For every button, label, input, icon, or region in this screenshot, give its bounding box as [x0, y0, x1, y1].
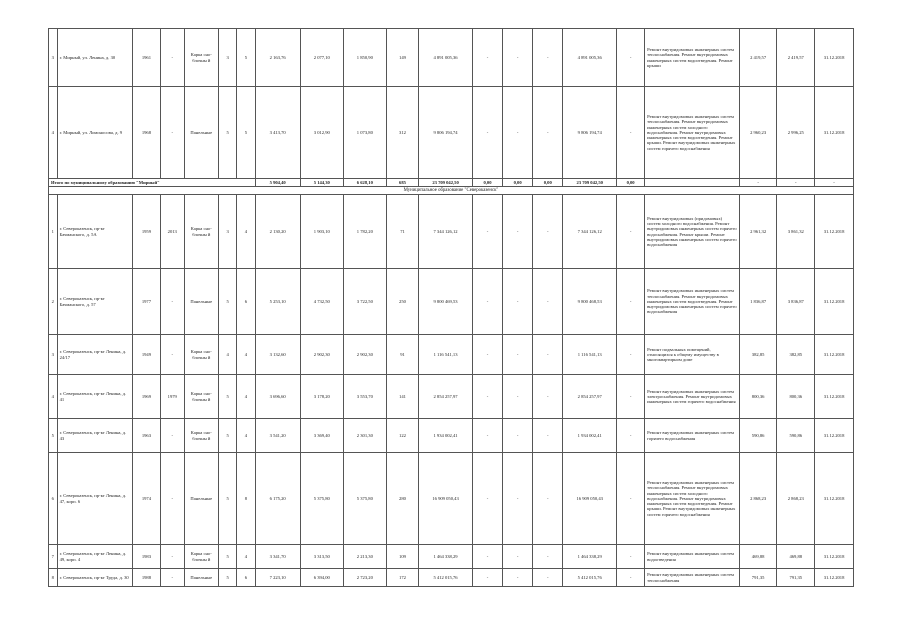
cell-area-priv: 5 375,80 [343, 453, 386, 545]
cell-entr: 4 [237, 545, 255, 569]
cell-unit-cost: 2 868,23 [739, 453, 777, 545]
cell-year2: 1979 [160, 375, 184, 419]
cell-residents: 141 [386, 375, 418, 419]
table-row [49, 335, 854, 375]
cell-c1: - [472, 545, 502, 569]
cell-area-live: 1 903,10 [300, 195, 343, 269]
cell-cost: 2 854 257,97 [419, 375, 473, 419]
cell-material: Карка сно-блочны й [184, 419, 218, 453]
cell-area-total: 3 696,60 [255, 375, 300, 419]
cell-area-total: 6 175,20 [255, 453, 300, 545]
cell-entr: 4 [237, 419, 255, 453]
cell-c3: - [533, 453, 563, 545]
cell-year2: - [160, 29, 184, 87]
cell-works: Ремонт подвальных помещений, относящихся к общему имуществу в многоквартирном доме [645, 335, 740, 375]
cell-unit-cost: 469,88 [739, 545, 777, 569]
total-cost: 23 709 042,50 [419, 179, 473, 187]
cell-date: 31.12.2018 [815, 269, 854, 335]
table-row [49, 375, 854, 419]
cell-year: 1977 [132, 269, 160, 335]
cell-c4: - [617, 269, 645, 335]
cell-date: 31.12.2018 [815, 335, 854, 375]
cell-addr: г. Североказенск, пр-кт Ленина, д. 24/17 [57, 335, 132, 375]
cell-year2: - [160, 453, 184, 545]
cell-area-live: 3 313,50 [300, 545, 343, 569]
table-row [49, 419, 854, 453]
cell-c1: - [472, 569, 502, 587]
cell-date: 31.12.2018 [815, 453, 854, 545]
cell-area-priv: 3 722,50 [343, 269, 386, 335]
cell-c4: - [617, 545, 645, 569]
cell-unit-cost: 590,86 [739, 419, 777, 453]
cell-year: 1949 [132, 335, 160, 375]
cell-max-cost: 469,88 [777, 545, 815, 569]
cell-c3: - [533, 29, 563, 87]
cell-date: 31.12.2018 [815, 569, 854, 587]
cell-c2: - [503, 195, 533, 269]
cell-floors: 3 [219, 29, 237, 87]
cell-year2: - [160, 87, 184, 179]
cell-addr: г. Мирный, ул. Ленина, д. 30 [57, 29, 132, 87]
cell-c3: - [533, 269, 563, 335]
cell-n: 4 [49, 375, 58, 419]
cell-fund: 9 806 194,74 [563, 87, 617, 179]
cell-c4: - [617, 375, 645, 419]
cell-max-cost: 791,35 [777, 569, 815, 587]
cell-year2: - [160, 419, 184, 453]
cell-fund: 7 344 126,12 [563, 195, 617, 269]
cell-c2: - [503, 545, 533, 569]
cell-n: 5 [49, 419, 58, 453]
cell-cost: 16 909 050,43 [419, 453, 473, 545]
cell-material: Карка сно-блочны й [184, 29, 218, 87]
cell-unit-cost: 1 836,87 [739, 269, 777, 335]
cell-addr: г. Мирный, ул. Ломоносова, д. 9 [57, 87, 132, 179]
cell-year2: - [160, 335, 184, 375]
cell-entr: 6 [237, 569, 255, 587]
cell-max-cost: 382,85 [777, 335, 815, 375]
cell-material: Панельные [184, 87, 218, 179]
cell-fund: 1 116 541,13 [563, 335, 617, 375]
cell-fund: 2 854 257,97 [563, 375, 617, 419]
cell-area-live: 4 732,50 [300, 269, 343, 335]
table-row [49, 569, 854, 587]
cell-works: Ремонт внутридомовых инженерных систем горячего водоснабжения [645, 419, 740, 453]
cell-c4: - [617, 569, 645, 587]
cell-entr: 4 [237, 335, 255, 375]
cell-cost: 1 116 541,13 [419, 335, 473, 375]
cell-works: Ремонт внутридомовых инженерных систем теплоснабжения. Ремонт внутридомовых инженерных систем холодного водоснабжения. Ремонт внутридомовых инженерных систем водоотведения. Ремонт крыши. Ремонт внутридомовых инженерных систем горячего водоснабжения [645, 87, 740, 179]
total-area-live: 5 144,30 [300, 179, 343, 187]
cell-c3: - [533, 375, 563, 419]
total-label: Итого по муниципальному образованию "Мирный" [49, 179, 256, 187]
cell-area-priv: 1 073,80 [343, 87, 386, 179]
cell-n: 7 [49, 545, 58, 569]
cell-max-cost: 3 861,32 [777, 195, 815, 269]
cell-area-total: 3 341,70 [255, 545, 300, 569]
cell-floors: 5 [219, 375, 237, 419]
cell-date: 31.12.2018 [815, 545, 854, 569]
cell-year2: - [160, 269, 184, 335]
cell-cost: 9 800 469,53 [419, 269, 473, 335]
cell-floors: 5 [219, 453, 237, 545]
cell-c3: - [533, 545, 563, 569]
cell-c4: - [617, 29, 645, 87]
cell-floors: 4 [219, 335, 237, 375]
cell-max-cost: 2 996,25 [777, 87, 815, 179]
cell-c1: - [472, 87, 502, 179]
cell-area-live: 2 077,10 [300, 29, 343, 87]
cell-works: Ремонт внутридомовых инженерных систем теплоснабжения. Ремонт внутридомовых инженерных систем водоотведения. Ремонт крыши [645, 29, 740, 87]
cell-c1: - [472, 269, 502, 335]
cell-c2: - [503, 29, 533, 87]
total-row [49, 179, 854, 187]
cell-area-priv: 2 301,30 [343, 419, 386, 453]
cell-year2: - [160, 569, 184, 587]
cell-n: 4 [49, 87, 58, 179]
repair-program-table [48, 28, 854, 587]
cell-c2: - [503, 375, 533, 419]
cell-max-cost: 2 419,57 [777, 29, 815, 87]
cell-c4: - [617, 87, 645, 179]
cell-area-total: 2 130,20 [255, 195, 300, 269]
cell-addr: г. Североказенск, пр-кт Бачманского, д. 5А [57, 195, 132, 269]
cell-c3: - [533, 569, 563, 587]
table-row [49, 269, 854, 335]
total-area: 5 904,40 [255, 179, 300, 187]
total-works [645, 179, 740, 187]
cell-n: 6 [49, 453, 58, 545]
cell-fund: 5 412 015,76 [563, 569, 617, 587]
cell-c2: - [503, 419, 533, 453]
cell-date: 31.12.2018 [815, 419, 854, 453]
cell-year: 1974 [132, 453, 160, 545]
cell-n: 3 [49, 335, 58, 375]
total-c2: 0,00 [503, 179, 533, 187]
cell-addr: г. Североказенск, пр-кт Труда, д. 30 [57, 569, 132, 587]
cell-residents: 122 [386, 419, 418, 453]
cell-n: 8 [49, 569, 58, 587]
cell-cost: 9 806 194,74 [419, 87, 473, 179]
cell-addr: г. Североказенск, пр-кт Ленина, д. 43 [57, 419, 132, 453]
cell-max-cost: 2 868,23 [777, 453, 815, 545]
cell-addr: г. Североказенск, пр-кт Ленина, д. 49, корп. 4 [57, 545, 132, 569]
cell-cost: 1 934 002,41 [419, 419, 473, 453]
cell-cost: 4 891 005,36 [419, 29, 473, 87]
cell-fund: 1 464 338,29 [563, 545, 617, 569]
cell-year: 1959 [132, 195, 160, 269]
cell-area-total: 3 541,20 [255, 419, 300, 453]
cell-material: Панельные [184, 453, 218, 545]
section-row [49, 187, 854, 195]
cell-addr: г. Североказенск, пр-кт Бачманского, д. 57 [57, 269, 132, 335]
cell-year: 1968 [132, 87, 160, 179]
cell-residents: 91 [386, 335, 418, 375]
cell-fund: 9 800 468,53 [563, 269, 617, 335]
cell-material: Панельные [184, 269, 218, 335]
section-title: Муниципальное образование "Североказенск" [49, 187, 854, 195]
cell-material: Карка сно-блочны й [184, 375, 218, 419]
cell-year: 1969 [132, 375, 160, 419]
table-row [49, 545, 854, 569]
cell-residents: 172 [386, 569, 418, 587]
cell-addr: г. Североказенск, пр-кт Ленина, д. 41 [57, 375, 132, 419]
cell-area-live: 3 012,90 [300, 87, 343, 179]
cell-floors: 3 [219, 195, 237, 269]
cell-c3: - [533, 87, 563, 179]
total-area-priv: 6 628,10 [343, 179, 386, 187]
cell-year: 1961 [132, 29, 160, 87]
cell-entr: 4 [237, 375, 255, 419]
cell-area-total: 5 253,10 [255, 269, 300, 335]
total-x2: - [777, 179, 815, 187]
cell-c1: - [472, 195, 502, 269]
cell-material: Панельные [184, 569, 218, 587]
cell-works: Ремонт внутридомовых инженерных систем водоотведения [645, 545, 740, 569]
cell-year: 1988 [132, 569, 160, 587]
cell-residents: 109 [386, 545, 418, 569]
cell-entr: 8 [237, 453, 255, 545]
cell-area-priv: 2 723,20 [343, 569, 386, 587]
cell-works: Ремонт внутридомовых инженерных систем электроснабжения. Ремонт внутридомовых инженерных систем горячего водоснабжения [645, 375, 740, 419]
cell-c1: - [472, 375, 502, 419]
cell-c2: - [503, 335, 533, 375]
cell-residents: 149 [386, 29, 418, 87]
cell-unit-cost: 800,36 [739, 375, 777, 419]
cell-unit-cost: 791,35 [739, 569, 777, 587]
cell-material: Карка сно-блочны й [184, 195, 218, 269]
cell-c1: - [472, 419, 502, 453]
cell-unit-cost: 2 961,32 [739, 195, 777, 269]
total-residents: 685 [386, 179, 418, 187]
total-x3: - [815, 179, 854, 187]
table-row [49, 87, 854, 179]
cell-n: 3 [49, 29, 58, 87]
cell-fund: 1 934 002,41 [563, 419, 617, 453]
cell-date: 31.12.2018 [815, 375, 854, 419]
cell-area-total: 2 163,76 [255, 29, 300, 87]
cell-c4: - [617, 419, 645, 453]
cell-date: 31.12.2018 [815, 195, 854, 269]
cell-area-total: 7 223,10 [255, 569, 300, 587]
cell-area-priv: 2 902,30 [343, 335, 386, 375]
cell-c4: - [617, 195, 645, 269]
table-row [49, 29, 854, 87]
cell-c3: - [533, 419, 563, 453]
cell-area-priv: 3 553,70 [343, 375, 386, 419]
cell-works: Ремонт внутридомовых (придомовых) систем холодного водоснабжения. Ремонт внутридомовых инженерных систем горячего водоснабжения. Ремонт крыши. Ремонт внутридомовых инженерных систем горячего водоснабжения [645, 195, 740, 269]
cell-area-priv: 1 850,90 [343, 29, 386, 87]
cell-floors: 5 [219, 419, 237, 453]
cell-material: Карка сно-блочны й [184, 335, 218, 375]
cell-residents: 312 [386, 87, 418, 179]
cell-c3: - [533, 335, 563, 375]
cell-residents: 250 [386, 269, 418, 335]
cell-area-live: 2 902,30 [300, 335, 343, 375]
cell-n: 1 [49, 195, 58, 269]
cell-c1: - [472, 29, 502, 87]
cell-area-priv: 1 782,20 [343, 195, 386, 269]
cell-unit-cost: 2 419,57 [739, 29, 777, 87]
cell-area-total: 3 413,70 [255, 87, 300, 179]
cell-year2: - [160, 545, 184, 569]
cell-area-live: 3 178,20 [300, 375, 343, 419]
cell-cost: 5 412 015,76 [419, 569, 473, 587]
cell-year2: 2013 [160, 195, 184, 269]
table-row [49, 453, 854, 545]
total-fund: 23 709 042,50 [563, 179, 617, 187]
cell-n: 2 [49, 269, 58, 335]
cell-year: 1983 [132, 545, 160, 569]
cell-cost: 7 344 126,12 [419, 195, 473, 269]
document-page [48, 28, 854, 587]
cell-c2: - [503, 569, 533, 587]
total-c3: 0,00 [533, 179, 563, 187]
cell-unit-cost: 382,85 [739, 335, 777, 375]
cell-c2: - [503, 269, 533, 335]
cell-cost: 1 464 338,29 [419, 545, 473, 569]
cell-works: Ремонт внутридомовых инженерных систем теплоснабжения. Ремонт внутридомовых инженерных систем холодного водоснабжения. Ремонт внутридомовых инженерных систем водоотведения. Ремонт крыши. Ремонт внутридомовых инженерных систем горячего водоснабжения [645, 453, 740, 545]
cell-max-cost: 3 836,87 [777, 269, 815, 335]
table-row [49, 195, 854, 269]
cell-residents: 280 [386, 453, 418, 545]
cell-area-live: 6 394,00 [300, 569, 343, 587]
cell-c3: - [533, 195, 563, 269]
cell-works: Ремонт внутридомовых инженерных систем теплоснабжения [645, 569, 740, 587]
cell-max-cost: 800,36 [777, 375, 815, 419]
cell-area-live: 5 375,80 [300, 453, 343, 545]
cell-entr: 5 [237, 87, 255, 179]
cell-c4: - [617, 453, 645, 545]
cell-floors: 5 [219, 87, 237, 179]
cell-c2: - [503, 87, 533, 179]
total-c1: 0,00 [472, 179, 502, 187]
cell-date: 31.12.2018 [815, 87, 854, 179]
cell-area-total: 3 132,60 [255, 335, 300, 375]
cell-area-live: 3 369,40 [300, 419, 343, 453]
cell-max-cost: 590,86 [777, 419, 815, 453]
cell-floors: 5 [219, 569, 237, 587]
cell-residents: 71 [386, 195, 418, 269]
total-x1: - [739, 179, 777, 187]
cell-year: 1963 [132, 419, 160, 453]
cell-addr: г. Североказенск, пр-кт Ленина, д. 47, корп. 6 [57, 453, 132, 545]
cell-date: 31.12.2018 [815, 29, 854, 87]
cell-fund: 4 891 005,36 [563, 29, 617, 87]
cell-unit-cost: 2 960,23 [739, 87, 777, 179]
cell-entr: 5 [237, 29, 255, 87]
cell-entr: 4 [237, 195, 255, 269]
total-c4: 0,00 [617, 179, 645, 187]
cell-floors: 5 [219, 269, 237, 335]
cell-entr: 6 [237, 269, 255, 335]
cell-area-priv: 2 213,30 [343, 545, 386, 569]
cell-material: Карка сно-блочны й [184, 545, 218, 569]
cell-floors: 5 [219, 545, 237, 569]
cell-c1: - [472, 453, 502, 545]
cell-c1: - [472, 335, 502, 375]
cell-works: Ремонт внутридомовых инженерных систем теплоснабжения. Ремонт внутридомовых инженерных систем водоотведения. Ремонт внутридомовых инженерных систем горячего водоснабжения [645, 269, 740, 335]
cell-c2: - [503, 453, 533, 545]
cell-fund: 16 909 050,43 [563, 453, 617, 545]
cell-c4: - [617, 335, 645, 375]
